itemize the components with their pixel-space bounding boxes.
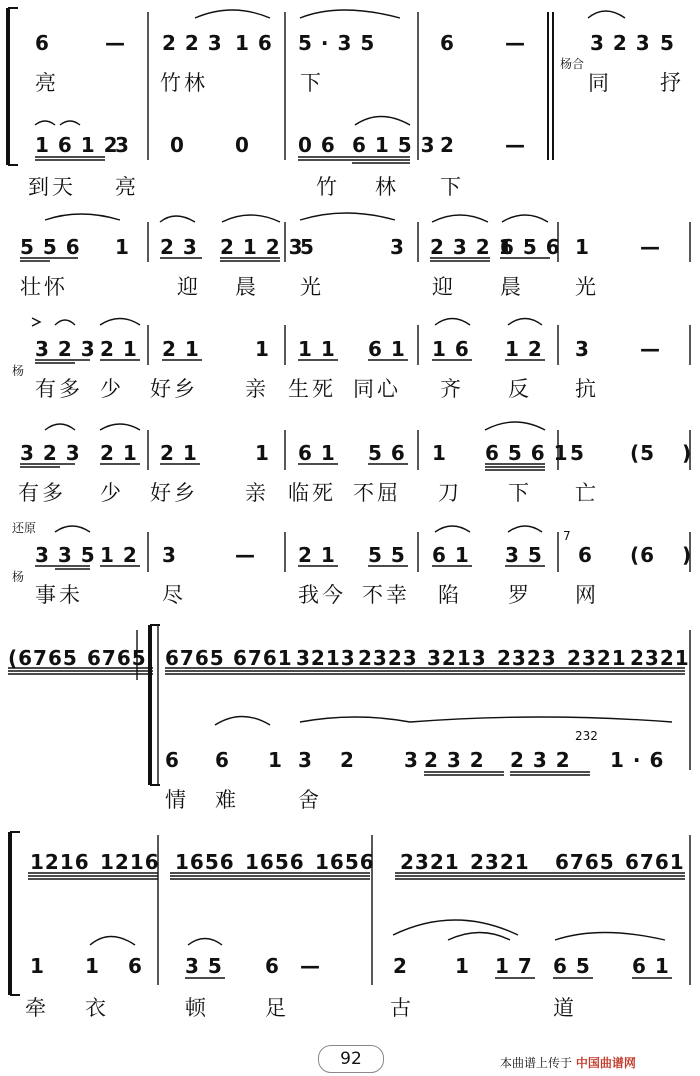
lyric: 古 [390, 996, 414, 1020]
lyric: 事未 [35, 583, 83, 607]
jianpu-note: 6 5 6 1 [485, 441, 569, 465]
jianpu-note: 1 [30, 954, 45, 978]
lyric: 同 [588, 71, 612, 95]
jianpu-note: 3 [162, 543, 177, 567]
jianpu-note: 1 1 [298, 337, 336, 361]
lyric: 齐 [440, 377, 464, 401]
lyric: 亮 [115, 175, 139, 199]
jianpu-note: — [640, 235, 661, 259]
lyric: 道 [553, 996, 577, 1020]
jianpu-note: 6761 [625, 850, 685, 874]
jianpu-note: 5 [300, 235, 315, 259]
lyric: 亮 [35, 71, 59, 95]
lyric: 晨 [500, 275, 524, 299]
lyric: 不屈 [353, 481, 401, 505]
jianpu-note: 2 1 [100, 337, 138, 361]
jianpu-note: 1 2 [505, 337, 543, 361]
role-mark: 杨合 [560, 57, 585, 71]
jianpu-note: — [235, 543, 256, 567]
jianpu-note: 6 [265, 954, 280, 978]
lyric: 反 [508, 377, 532, 401]
lyric: 有多 [18, 481, 66, 505]
lyric: 到天 [28, 175, 76, 199]
lyric: 同心 [353, 377, 401, 401]
lyric: 下 [440, 175, 464, 199]
jianpu-note: 2321 [630, 646, 690, 670]
lyric: 有多 [35, 377, 83, 401]
lyric: 少 [100, 481, 124, 505]
jianpu-note: 1 [455, 954, 470, 978]
jianpu-note: 6765 [555, 850, 615, 874]
footer-prefix: 本曲谱上传于 [500, 1056, 573, 1070]
jianpu-note: 1656 [245, 850, 305, 874]
lyric: 壮怀 [20, 275, 68, 299]
lyric: 衣 [85, 996, 109, 1020]
jianpu-note: 1 [255, 441, 270, 465]
jianpu-note: — [300, 954, 321, 978]
jianpu-note: 1 [432, 441, 447, 465]
jianpu-note: 1216 [30, 850, 90, 874]
lyric: 罗 [508, 583, 532, 607]
jianpu-note: 0 [170, 133, 185, 157]
jianpu-note: 1 6 1 2 [35, 133, 119, 157]
jianpu-note: 3 [404, 748, 419, 772]
jianpu-note: 3 [575, 337, 590, 361]
jianpu-note: 5 5 6 [20, 235, 81, 259]
jianpu-note: 2 [440, 133, 455, 157]
jianpu-note: 2 3 [160, 235, 198, 259]
annotation: 7 [563, 529, 571, 543]
jianpu-note: 6 5 6 [500, 235, 561, 259]
lyric: 舍 [298, 788, 322, 812]
jianpu-note: ) [682, 543, 693, 567]
lyric: 我今 [298, 583, 346, 607]
jianpu-note: 2 1 [162, 337, 200, 361]
jianpu-note: (6765 [8, 646, 78, 670]
jianpu-note: 3 [390, 235, 405, 259]
jianpu-note: 6 1 [368, 337, 406, 361]
lyric: 陷 [438, 583, 462, 607]
lyric: 少 [100, 377, 124, 401]
jianpu-note: 2321 [400, 850, 460, 874]
jianpu-note: 2323 [497, 646, 557, 670]
jianpu-note: 6 [128, 954, 143, 978]
lyric: 林 [375, 175, 399, 199]
jianpu-note: 1 6 [235, 31, 273, 55]
jianpu-note: 3 [115, 133, 130, 157]
jianpu-note: 5 [660, 31, 675, 55]
lyric: 竹林 [160, 71, 208, 95]
jianpu-note: 6 1 [298, 441, 336, 465]
role-mark: 杨 [12, 570, 25, 584]
lyric: 足 [265, 996, 289, 1020]
annotation: 232 [575, 729, 598, 743]
lyric: 好乡 [150, 481, 198, 505]
lyric: 生死 [288, 377, 336, 401]
jianpu-note: 3 5 [185, 954, 223, 978]
jianpu-note: 1 [85, 954, 100, 978]
jianpu-note: 2321 [567, 646, 627, 670]
lyric: 情 [165, 788, 189, 812]
footer-credit [500, 1054, 636, 1071]
lyric: 竹 [316, 175, 340, 199]
jianpu-note: 5 [570, 441, 585, 465]
lyric: 迎 [432, 275, 456, 299]
jianpu-note: 1216 [100, 850, 160, 874]
lyric: 抗 [575, 377, 599, 401]
jianpu-note: 3213 [427, 646, 487, 670]
jianpu-note: 1 [268, 748, 283, 772]
jianpu-note: 3 2 3 [20, 441, 81, 465]
lyric: 难 [215, 788, 239, 812]
jianpu-note: 2 [393, 954, 408, 978]
jianpu-note: 3 [298, 748, 313, 772]
lyric: 光 [575, 275, 599, 299]
lyric: 晨 [235, 275, 259, 299]
jianpu-note: 1 [255, 337, 270, 361]
jianpu-note: 3 2 3 [35, 337, 96, 361]
annotation: 还原 [12, 521, 37, 535]
lyric: 光 [300, 275, 324, 299]
jianpu-note: 6 5 [553, 954, 591, 978]
jianpu-note: (5 [630, 441, 656, 465]
jianpu-note: 0 [235, 133, 250, 157]
jianpu-note: 2 1 [160, 441, 198, 465]
jianpu-note: 1 [115, 235, 130, 259]
jianpu-note: 1656 [315, 850, 375, 874]
lyric: 顿 [185, 996, 209, 1020]
jianpu-note: 1 · 6 [610, 748, 665, 772]
lyric: 刀 [438, 481, 462, 505]
jianpu-note: 3213 [296, 646, 356, 670]
lyric: 亲 [245, 481, 269, 505]
lyric: 抒 [660, 71, 684, 95]
jianpu-note: 6 [578, 543, 593, 567]
jianpu-note: 2 [340, 748, 355, 772]
jianpu-note: 2 3 2 [510, 748, 571, 772]
jianpu-note: 2 3 2 1 [430, 235, 514, 259]
lyric: 亲 [245, 377, 269, 401]
jianpu-note: 1 6 [432, 337, 470, 361]
jianpu-note: 3 2 3 [590, 31, 651, 55]
jianpu-note: 2 2 3 [162, 31, 223, 55]
jianpu-note: 6 1 [632, 954, 670, 978]
jianpu-note: 3 5 [505, 543, 543, 567]
jianpu-note: 6765 [165, 646, 225, 670]
jianpu-note: 6761 [233, 646, 293, 670]
jianpu-note: 2 3 2 [424, 748, 485, 772]
jianpu-note: — [505, 31, 526, 55]
jianpu-note: — [640, 337, 661, 361]
jianpu-note: 6 [215, 748, 230, 772]
jianpu-note: — [105, 31, 126, 55]
lyric: 好乡 [150, 377, 198, 401]
jianpu-note: 2323 [358, 646, 418, 670]
lyric: 牵 [25, 996, 49, 1020]
site-logo[interactable]: 中国曲谱网 [575, 1056, 636, 1070]
role-mark: 杨 [12, 364, 25, 378]
jianpu-note: 6 [165, 748, 180, 772]
jianpu-note: 6 [35, 31, 50, 55]
lyric: 临死 [288, 481, 336, 505]
jianpu-note: (6 [630, 543, 656, 567]
jianpu-note: 6 [440, 31, 455, 55]
jianpu-note: 1 2 [100, 543, 138, 567]
jianpu-note: 0 6 [298, 133, 336, 157]
jianpu-note: — [505, 133, 526, 157]
jianpu-note: 6765 [87, 646, 147, 670]
jianpu-note: 2321 [470, 850, 530, 874]
jianpu-note: 1656 [175, 850, 235, 874]
lyric: 不幸 [362, 583, 410, 607]
jianpu-note: 2 1 [298, 543, 336, 567]
jianpu-note: 5 · 3 5 [298, 31, 376, 55]
jianpu-note: 5 5 [368, 543, 406, 567]
lyric: 网 [575, 583, 599, 607]
jianpu-note: 6 1 [432, 543, 470, 567]
jianpu-note: 2 1 2 3 [220, 235, 304, 259]
jianpu-note: 2 1 [100, 441, 138, 465]
jianpu-note: 1 [575, 235, 590, 259]
lyric: 亡 [575, 481, 599, 505]
lyric: 尽 [162, 583, 186, 607]
jianpu-note: ) [682, 441, 693, 465]
jianpu-note: 3 3 5 [35, 543, 96, 567]
jianpu-note: 5 6 [368, 441, 406, 465]
lyric: 迎 [177, 275, 201, 299]
jianpu-note: 6 1 5 3 [352, 133, 436, 157]
jianpu-note: 1 7 [495, 954, 533, 978]
page-number: 92 [318, 1045, 384, 1073]
lyric: 下 [300, 71, 324, 95]
lyric: 下 [508, 481, 532, 505]
